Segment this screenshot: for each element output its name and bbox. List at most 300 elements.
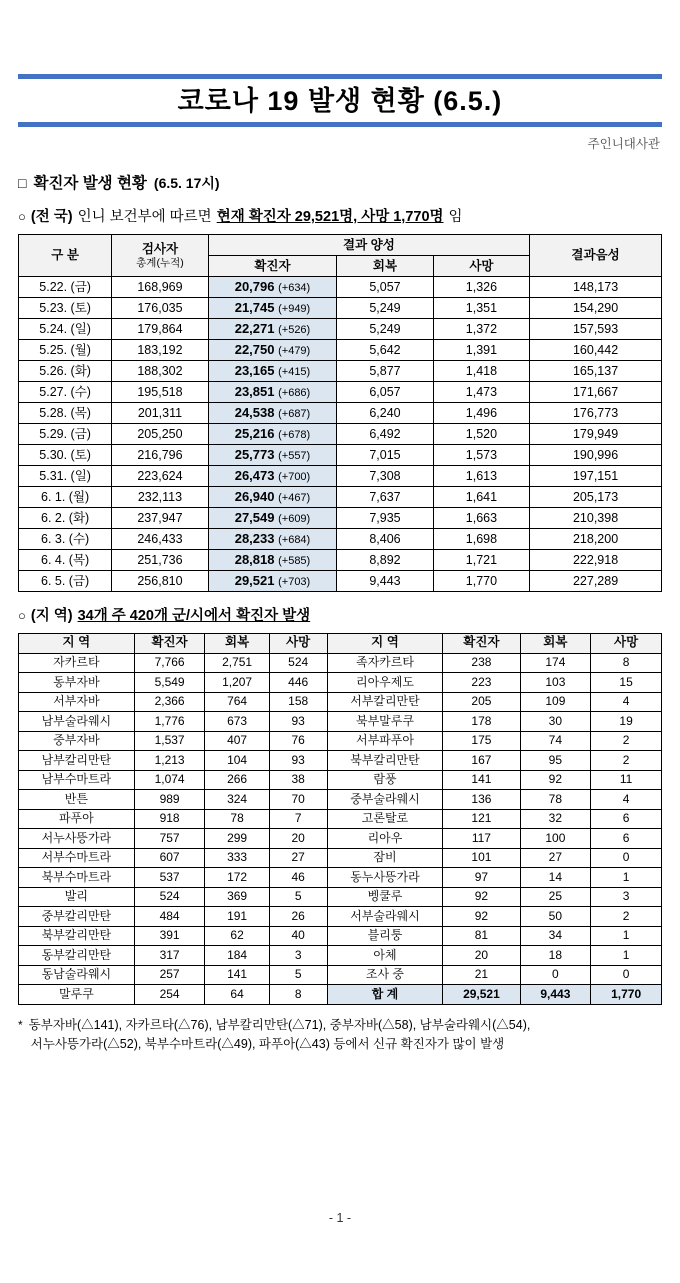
cell-confirmed <box>208 319 337 340</box>
cell-deaths-right: 1,770 <box>591 985 662 1005</box>
cell-negative: 222,918 <box>530 550 662 571</box>
cell-tested: 216,796 <box>112 445 208 466</box>
table-row <box>19 466 662 487</box>
table-row <box>19 508 662 529</box>
cell-region-left: 북부수마트라 <box>19 868 135 888</box>
cell-deaths-right: 6 <box>591 829 662 849</box>
table-row <box>19 926 662 946</box>
cell-date: 5.30. (토) <box>19 445 112 466</box>
table-row <box>19 487 662 508</box>
confirmed-delta: (+678) <box>278 428 311 441</box>
region-stats-table-wrapper <box>18 633 662 1005</box>
cell-region-right: 동누사뜽가라 <box>327 868 443 888</box>
cell-confirmed-left: 1,074 <box>134 770 205 790</box>
bullet-text-prefix: 인니 보건부에 따르면 <box>77 209 212 226</box>
cell-recovered-right: 50 <box>520 907 591 927</box>
cell-confirmed-right: 81 <box>443 926 520 946</box>
section2-bullet-emphasis: 34개 주 420개 군/시에서 확진자 발생 <box>77 608 311 625</box>
table-row <box>19 887 662 907</box>
cell-date: 6. 5. (금) <box>19 571 112 592</box>
cell-region-right: 리아우제도 <box>327 673 443 693</box>
table-row <box>19 277 662 298</box>
cell-region-right: 족자카르타 <box>327 653 443 673</box>
cell-deaths-left: 46 <box>269 868 327 888</box>
cell-negative: 218,200 <box>530 529 662 550</box>
header-region-left: 지 역 <box>19 634 135 654</box>
cell-region-right: 서부술라웨시 <box>327 907 443 927</box>
cell-recovered-left: 333 <box>205 848 269 868</box>
cell-recovered-left: 764 <box>205 692 269 712</box>
cell-deaths-right: 0 <box>591 848 662 868</box>
confirmed-delta: (+703) <box>278 575 311 588</box>
cell-region-right: 아체 <box>327 946 443 966</box>
table-row <box>19 731 662 751</box>
cell-confirmed <box>208 571 337 592</box>
section1-heading <box>18 171 662 193</box>
cell-tested: 246,433 <box>112 529 208 550</box>
header-recovered-left: 회복 <box>205 634 269 654</box>
cell-tested: 176,035 <box>112 298 208 319</box>
header-region-right: 지 역 <box>327 634 443 654</box>
cell-region-left: 말루쿠 <box>19 985 135 1005</box>
cell-confirmed-left: 5,549 <box>134 673 205 693</box>
confirmed-delta: (+585) <box>278 554 311 567</box>
cell-deaths-right: 1 <box>591 946 662 966</box>
cell-deaths: 1,573 <box>433 445 529 466</box>
table-row <box>19 673 662 693</box>
confirmed-delta: (+634) <box>278 281 311 294</box>
cell-deaths-right: 19 <box>591 712 662 732</box>
asterisk-icon: * <box>18 1017 23 1032</box>
cell-recovered-right: 109 <box>520 692 591 712</box>
cell-deaths-right: 2 <box>591 731 662 751</box>
cell-confirmed-right: 141 <box>443 770 520 790</box>
cell-confirmed-right: 121 <box>443 809 520 829</box>
cell-negative: 148,173 <box>530 277 662 298</box>
cell-region-right: 블리퉁 <box>327 926 443 946</box>
cell-recovered-right: 14 <box>520 868 591 888</box>
cell-region-right: 잠비 <box>327 848 443 868</box>
cell-date: 5.23. (토) <box>19 298 112 319</box>
cell-recovered-right: 92 <box>520 770 591 790</box>
confirmed-delta: (+949) <box>278 302 311 315</box>
cell-confirmed-right: 101 <box>443 848 520 868</box>
cell-recovered-left: 369 <box>205 887 269 907</box>
cell-confirmed <box>208 340 337 361</box>
cell-confirmed-right: 136 <box>443 790 520 810</box>
cell-negative: 154,290 <box>530 298 662 319</box>
header-recovered: 회복 <box>337 256 433 277</box>
cell-region-left: 동부자바 <box>19 673 135 693</box>
table-row <box>19 382 662 403</box>
table-row <box>19 985 662 1005</box>
cell-deaths: 1,496 <box>433 403 529 424</box>
header-deaths-right: 사망 <box>591 634 662 654</box>
cell-recovered-right: 25 <box>520 887 591 907</box>
cell-deaths-left: 76 <box>269 731 327 751</box>
header-recovered-right: 회복 <box>520 634 591 654</box>
confirmed-value: 24,538 <box>234 404 275 420</box>
cell-negative: 197,151 <box>530 466 662 487</box>
section1-bullet-line <box>18 205 662 226</box>
cell-recovered-left: 299 <box>205 829 269 849</box>
confirmed-value: 22,271 <box>234 320 275 336</box>
cell-date: 5.29. (금) <box>19 424 112 445</box>
cell-recovered-left: 172 <box>205 868 269 888</box>
confirmed-delta: (+700) <box>278 470 311 483</box>
cell-confirmed-left: 2,366 <box>134 692 205 712</box>
confirmed-value: 25,773 <box>234 446 275 462</box>
cell-tested: 188,302 <box>112 361 208 382</box>
table-row <box>19 751 662 771</box>
cell-region-right: 합 계 <box>327 985 443 1005</box>
cell-recovered-right: 174 <box>520 653 591 673</box>
table-row <box>19 653 662 673</box>
confirmed-delta: (+415) <box>278 365 311 378</box>
cell-deaths-right: 2 <box>591 907 662 927</box>
cell-deaths: 1,770 <box>433 571 529 592</box>
cell-deaths-right: 15 <box>591 673 662 693</box>
circle-bullet-icon-2: ○ <box>18 608 26 624</box>
confirmed-delta: (+684) <box>278 533 311 546</box>
cell-region-left: 서누사뜽가라 <box>19 829 135 849</box>
cell-deaths-left: 26 <box>269 907 327 927</box>
cell-negative: 160,442 <box>530 340 662 361</box>
cell-recovered-left: 62 <box>205 926 269 946</box>
cell-confirmed-left: 257 <box>134 965 205 985</box>
table-row <box>19 712 662 732</box>
cell-deaths-right: 4 <box>591 692 662 712</box>
cell-region-left: 남부칼리만탄 <box>19 751 135 771</box>
cell-recovered-right: 78 <box>520 790 591 810</box>
cell-region-right: 리아우 <box>327 829 443 849</box>
cell-recovered: 5,877 <box>337 361 433 382</box>
table-row <box>19 340 662 361</box>
cell-deaths-left: 446 <box>269 673 327 693</box>
cell-recovered-left: 407 <box>205 731 269 751</box>
cell-tested: 237,947 <box>112 508 208 529</box>
cell-confirmed <box>208 298 337 319</box>
square-bullet-icon: □ <box>18 175 27 192</box>
cell-recovered-right: 103 <box>520 673 591 693</box>
header-confirmed-right: 확진자 <box>443 634 520 654</box>
cell-date: 5.27. (수) <box>19 382 112 403</box>
table-row <box>19 298 662 319</box>
cell-tested: 251,736 <box>112 550 208 571</box>
confirmed-value: 25,216 <box>234 425 275 441</box>
confirmed-value: 23,851 <box>234 383 275 399</box>
cell-deaths-left: 8 <box>269 985 327 1005</box>
cell-recovered: 6,240 <box>337 403 433 424</box>
cell-recovered: 6,057 <box>337 382 433 403</box>
cell-date: 5.31. (일) <box>19 466 112 487</box>
confirmed-value: 23,165 <box>234 362 275 378</box>
cell-recovered-right: 95 <box>520 751 591 771</box>
cell-recovered: 8,406 <box>337 529 433 550</box>
table-row <box>19 809 662 829</box>
cell-confirmed-left: 757 <box>134 829 205 849</box>
cell-confirmed <box>208 403 337 424</box>
cell-recovered-right: 0 <box>520 965 591 985</box>
cell-confirmed <box>208 487 337 508</box>
cell-recovered: 5,057 <box>337 277 433 298</box>
section2-bullet-line <box>18 604 662 625</box>
cell-region-left: 서부자바 <box>19 692 135 712</box>
cell-confirmed-right: 92 <box>443 887 520 907</box>
organization-label: 주인니대사관 <box>587 137 660 152</box>
cell-negative: 165,137 <box>530 361 662 382</box>
cell-recovered-left: 78 <box>205 809 269 829</box>
cell-deaths-left: 524 <box>269 653 327 673</box>
cell-date: 6. 1. (월) <box>19 487 112 508</box>
cell-negative: 176,773 <box>530 403 662 424</box>
cell-deaths: 1,372 <box>433 319 529 340</box>
cell-deaths-left: 70 <box>269 790 327 810</box>
cell-region-right: 조사 중 <box>327 965 443 985</box>
cell-confirmed-right: 117 <box>443 829 520 849</box>
confirmed-value: 21,745 <box>234 299 275 315</box>
region-header-row <box>19 634 662 654</box>
cell-confirmed-right: 238 <box>443 653 520 673</box>
section1-title: 확진자 발생 현황 <box>33 175 147 193</box>
cell-confirmed-left: 391 <box>134 926 205 946</box>
table-row <box>19 529 662 550</box>
cell-confirmed-right: 178 <box>443 712 520 732</box>
cell-region-left: 중부칼리만탄 <box>19 907 135 927</box>
cell-region-left: 반튼 <box>19 790 135 810</box>
table-row <box>19 361 662 382</box>
table-row <box>19 571 662 592</box>
cell-date: 6. 3. (수) <box>19 529 112 550</box>
cell-deaths-left: 158 <box>269 692 327 712</box>
cell-confirmed-left: 989 <box>134 790 205 810</box>
cell-tested: 256,810 <box>112 571 208 592</box>
cell-confirmed-right: 29,521 <box>443 985 520 1005</box>
cell-confirmed-right: 20 <box>443 946 520 966</box>
cell-tested: 168,969 <box>112 277 208 298</box>
cell-confirmed-right: 205 <box>443 692 520 712</box>
cell-confirmed <box>208 550 337 571</box>
cell-negative: 190,996 <box>530 445 662 466</box>
cell-negative: 227,289 <box>530 571 662 592</box>
cell-confirmed-left: 317 <box>134 946 205 966</box>
confirmed-delta: (+526) <box>278 323 311 336</box>
cell-region-left: 남부수마트라 <box>19 770 135 790</box>
bullet-text-emphasis: 현재 확진자 29,521명, 사망 1,770명 <box>216 209 444 226</box>
cell-negative: 210,398 <box>530 508 662 529</box>
confirmed-delta: (+686) <box>278 386 311 399</box>
cell-confirmed-left: 1,213 <box>134 751 205 771</box>
cell-recovered: 7,015 <box>337 445 433 466</box>
table-row <box>19 829 662 849</box>
cell-deaths-right: 3 <box>591 887 662 907</box>
cell-recovered: 8,892 <box>337 550 433 571</box>
cell-confirmed-right: 21 <box>443 965 520 985</box>
cell-tested: 179,864 <box>112 319 208 340</box>
cell-negative: 157,593 <box>530 319 662 340</box>
cell-region-right: 벵쿨루 <box>327 887 443 907</box>
cell-tested: 223,624 <box>112 466 208 487</box>
cell-date: 6. 2. (화) <box>19 508 112 529</box>
cell-recovered: 7,637 <box>337 487 433 508</box>
cell-recovered-left: 2,751 <box>205 653 269 673</box>
cell-confirmed-right: 167 <box>443 751 520 771</box>
cell-confirmed-left: 918 <box>134 809 205 829</box>
cell-deaths-right: 2 <box>591 751 662 771</box>
cell-recovered: 5,249 <box>337 319 433 340</box>
cell-confirmed-right: 92 <box>443 907 520 927</box>
cell-date: 5.24. (일) <box>19 319 112 340</box>
header-tested-sub: 총계(누적) <box>136 256 184 269</box>
cell-region-right: 서부파푸아 <box>327 731 443 751</box>
cell-deaths-left: 7 <box>269 809 327 829</box>
header-tested-main: 검사자 <box>141 242 179 257</box>
section1-subtitle: (6.5. 17시) <box>153 175 220 192</box>
header-deaths: 사망 <box>433 256 529 277</box>
cell-region-left: 중부자바 <box>19 731 135 751</box>
title-bottom-rule <box>18 122 662 127</box>
cell-negative: 205,173 <box>530 487 662 508</box>
document-page <box>0 74 680 1283</box>
table-row <box>19 692 662 712</box>
footnote <box>18 1016 662 1055</box>
header-confirmed: 확진자 <box>208 256 337 277</box>
confirmed-value: 29,521 <box>234 572 275 588</box>
cell-recovered-right: 32 <box>520 809 591 829</box>
confirmed-delta: (+609) <box>278 512 311 525</box>
cell-tested: 201,311 <box>112 403 208 424</box>
page-title: 코로나 19 발생 현황 (6.5.) <box>177 86 503 116</box>
cell-deaths-right: 8 <box>591 653 662 673</box>
cell-negative: 171,667 <box>530 382 662 403</box>
confirmed-value: 26,473 <box>234 467 275 483</box>
table-header-row <box>19 235 662 256</box>
table-row <box>19 790 662 810</box>
cell-confirmed <box>208 424 337 445</box>
header-tested <box>112 235 208 277</box>
cell-deaths-left: 3 <box>269 946 327 966</box>
cell-confirmed-left: 537 <box>134 868 205 888</box>
confirmed-value: 26,940 <box>234 488 275 504</box>
cell-region-left: 자카르타 <box>19 653 135 673</box>
confirmed-value: 28,233 <box>234 530 275 546</box>
table-row <box>19 770 662 790</box>
cell-deaths: 1,391 <box>433 340 529 361</box>
cell-recovered-right: 30 <box>520 712 591 732</box>
bullet-text-suffix: 임 <box>448 209 463 226</box>
cell-date: 5.25. (월) <box>19 340 112 361</box>
circle-bullet-icon: ○ <box>18 209 26 225</box>
cell-confirmed-left: 484 <box>134 907 205 927</box>
cell-recovered: 6,492 <box>337 424 433 445</box>
cell-confirmed-left: 524 <box>134 887 205 907</box>
cell-tested: 232,113 <box>112 487 208 508</box>
cell-date: 5.26. (화) <box>19 361 112 382</box>
scope-label-regional: (지 역) <box>30 608 73 625</box>
cell-recovered: 5,249 <box>337 298 433 319</box>
header-deaths-left: 사망 <box>269 634 327 654</box>
cell-confirmed-left: 607 <box>134 848 205 868</box>
cell-confirmed <box>208 382 337 403</box>
cell-region-left: 서부수마트라 <box>19 848 135 868</box>
cell-confirmed-right: 223 <box>443 673 520 693</box>
cell-deaths-left: 40 <box>269 926 327 946</box>
region-stats-table <box>18 633 662 1005</box>
footnote-line-1: 동부자바(△141), 자카르타(△76), 남부칼리만탄(△71), 중부자바(△58), 남부술라웨시(△54), <box>28 1017 531 1032</box>
cell-recovered-right: 9,443 <box>520 985 591 1005</box>
cell-deaths-left: 93 <box>269 712 327 732</box>
confirmed-delta: (+557) <box>278 449 311 462</box>
table-row <box>19 403 662 424</box>
cell-recovered-left: 141 <box>205 965 269 985</box>
cell-recovered-left: 104 <box>205 751 269 771</box>
cell-recovered-right: 34 <box>520 926 591 946</box>
cell-deaths-left: 93 <box>269 751 327 771</box>
cell-recovered-left: 1,207 <box>205 673 269 693</box>
cell-region-right: 북부말루쿠 <box>327 712 443 732</box>
table-row <box>19 319 662 340</box>
cell-recovered-left: 324 <box>205 790 269 810</box>
cell-region-left: 남부술라웨시 <box>19 712 135 732</box>
footnote-line-2: 서누사뜽가라(△52), 북부수마트라(△49), 파푸아(△43) 등에서 신규 확진자가 많이 발생 <box>30 1036 505 1051</box>
cell-deaths-left: 27 <box>269 848 327 868</box>
table-row <box>19 907 662 927</box>
cell-confirmed-right: 175 <box>443 731 520 751</box>
cell-region-right: 북부칼리만탄 <box>327 751 443 771</box>
cell-confirmed <box>208 277 337 298</box>
cell-recovered: 7,935 <box>337 508 433 529</box>
scope-label-national: (전 국) <box>30 209 73 226</box>
table-row <box>19 965 662 985</box>
confirmed-delta: (+467) <box>278 491 311 504</box>
cell-confirmed-right: 97 <box>443 868 520 888</box>
confirmed-value: 28,818 <box>234 551 275 567</box>
cell-region-right: 람풍 <box>327 770 443 790</box>
table-row <box>19 946 662 966</box>
cell-recovered-left: 266 <box>205 770 269 790</box>
cell-confirmed <box>208 508 337 529</box>
confirmed-value: 22,750 <box>234 341 275 357</box>
cell-deaths: 1,721 <box>433 550 529 571</box>
table-row <box>19 868 662 888</box>
cell-deaths: 1,473 <box>433 382 529 403</box>
cell-deaths-left: 5 <box>269 887 327 907</box>
cell-date: 5.28. (목) <box>19 403 112 424</box>
header-confirmed-left: 확진자 <box>134 634 205 654</box>
cell-region-left: 동부칼리만탄 <box>19 946 135 966</box>
cell-recovered-left: 64 <box>205 985 269 1005</box>
table-row <box>19 445 662 466</box>
cell-deaths-left: 38 <box>269 770 327 790</box>
table-row <box>19 848 662 868</box>
cell-deaths-right: 1 <box>591 868 662 888</box>
cell-deaths: 1,520 <box>433 424 529 445</box>
table-row <box>19 424 662 445</box>
confirmed-value: 20,796 <box>234 278 275 294</box>
cell-recovered: 9,443 <box>337 571 433 592</box>
cell-confirmed <box>208 466 337 487</box>
cell-region-right: 고론탈로 <box>327 809 443 829</box>
cell-deaths: 1,663 <box>433 508 529 529</box>
cell-deaths-left: 20 <box>269 829 327 849</box>
cell-region-right: 서부칼리만탄 <box>327 692 443 712</box>
header-division: 구 분 <box>19 235 112 277</box>
cell-deaths-right: 6 <box>591 809 662 829</box>
header-result-positive: 결과 양성 <box>208 235 529 256</box>
confirmed-delta: (+687) <box>278 407 311 420</box>
cell-deaths-right: 11 <box>591 770 662 790</box>
cell-confirmed <box>208 361 337 382</box>
